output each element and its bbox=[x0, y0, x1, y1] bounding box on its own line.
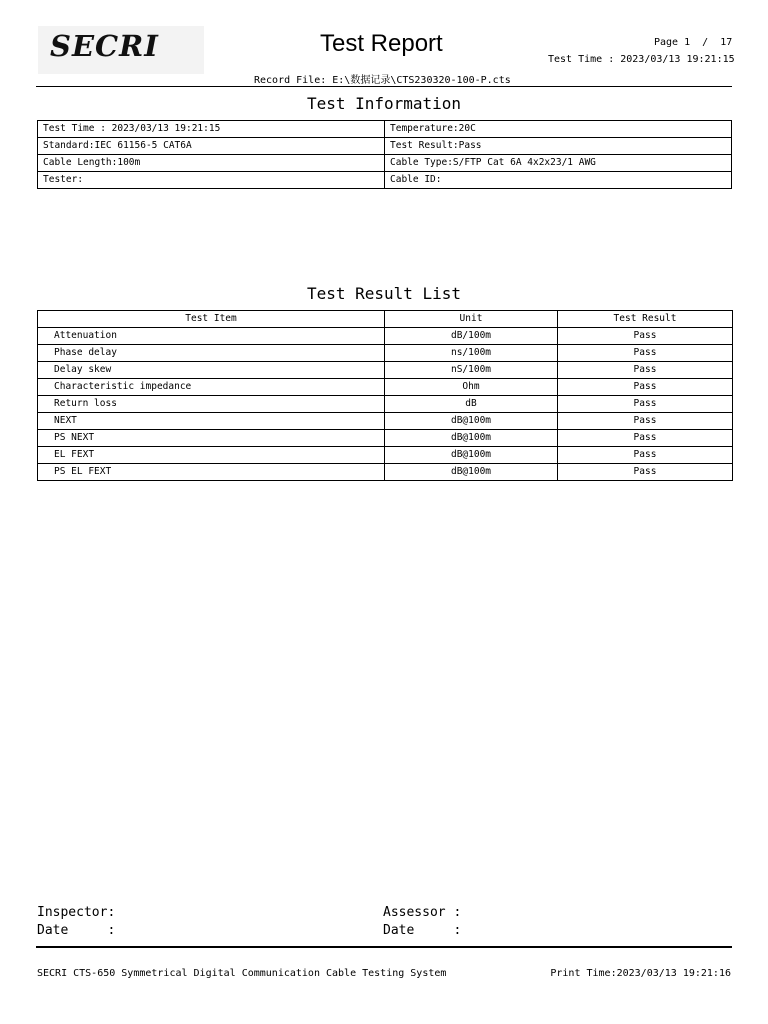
table-row bbox=[38, 413, 733, 430]
column-header-unit: Unit bbox=[385, 311, 558, 328]
test-item-cell: Delay skew bbox=[38, 362, 385, 379]
record-file: Record File: E:\数据记录\CTS230320-100-P.cts bbox=[254, 75, 511, 86]
assessor-date-label: Date : bbox=[383, 923, 462, 938]
test-result-cell: Pass bbox=[558, 464, 733, 481]
report-title: Test Report bbox=[320, 30, 443, 57]
unit-cell: dB@100m bbox=[385, 464, 558, 481]
test-result-cell: Pass bbox=[558, 345, 733, 362]
info-cell-left: Cable Length:100m bbox=[38, 155, 385, 172]
inspector-label: Inspector: bbox=[37, 905, 116, 920]
info-row bbox=[38, 138, 732, 155]
test-item-cell: Phase delay bbox=[38, 345, 385, 362]
table-row bbox=[38, 430, 733, 447]
info-row bbox=[38, 172, 732, 189]
table-row bbox=[38, 396, 733, 413]
test-result-cell: Pass bbox=[558, 379, 733, 396]
table-header-row bbox=[38, 311, 733, 328]
footer-print-time: Print Time:2023/03/13 19:21:16 bbox=[550, 968, 731, 979]
unit-cell: dB bbox=[385, 396, 558, 413]
footer-system-name: SECRI CTS-650 Symmetrical Digital Communication Cable Testing System bbox=[37, 968, 447, 979]
table-row bbox=[38, 464, 733, 481]
unit-cell: Ohm bbox=[385, 379, 558, 396]
test-result-list-title: Test Result List bbox=[306, 284, 462, 303]
test-information-table bbox=[37, 120, 732, 189]
test-item-cell: PS EL FEXT bbox=[38, 464, 385, 481]
test-result-cell: Pass bbox=[558, 447, 733, 464]
test-information-title: Test Information bbox=[306, 94, 462, 113]
header-divider bbox=[36, 86, 732, 87]
info-cell-right: Cable ID: bbox=[385, 172, 732, 189]
test-item-cell: EL FEXT bbox=[38, 447, 385, 464]
table-row bbox=[38, 362, 733, 379]
logo-text: SECRI bbox=[50, 29, 159, 63]
footer-divider bbox=[36, 946, 732, 948]
test-result-table bbox=[37, 310, 733, 481]
info-cell-left: Tester: bbox=[38, 172, 385, 189]
column-header-test-result: Test Result bbox=[558, 311, 733, 328]
info-cell-left: Standard:IEC 61156-5 CAT6A bbox=[38, 138, 385, 155]
table-row bbox=[38, 447, 733, 464]
test-item-cell: Return loss bbox=[38, 396, 385, 413]
info-cell-right: Cable Type:S/FTP Cat 6A 4x2x23/1 AWG bbox=[385, 155, 732, 172]
unit-cell: dB/100m bbox=[385, 328, 558, 345]
header-test-time: Test Time : 2023/03/13 19:21:15 bbox=[548, 54, 735, 65]
test-item-cell: Characteristic impedance bbox=[38, 379, 385, 396]
info-cell-right: Temperature:20C bbox=[385, 121, 732, 138]
table-row bbox=[38, 328, 733, 345]
test-result-cell: Pass bbox=[558, 362, 733, 379]
test-item-cell: Attenuation bbox=[38, 328, 385, 345]
page-number: Page 1 / 17 bbox=[654, 37, 733, 48]
inspector-date-label: Date : bbox=[37, 923, 116, 938]
info-row bbox=[38, 121, 732, 138]
info-cell-left: Test Time : 2023/03/13 19:21:15 bbox=[38, 121, 385, 138]
logo bbox=[38, 26, 204, 74]
info-cell-right: Test Result:Pass bbox=[385, 138, 732, 155]
test-item-cell: NEXT bbox=[38, 413, 385, 430]
table-row bbox=[38, 345, 733, 362]
column-header-test-item: Test Item bbox=[38, 311, 385, 328]
test-item-cell: PS NEXT bbox=[38, 430, 385, 447]
test-result-cell: Pass bbox=[558, 430, 733, 447]
unit-cell: dB@100m bbox=[385, 413, 558, 430]
test-result-cell: Pass bbox=[558, 396, 733, 413]
unit-cell: dB@100m bbox=[385, 430, 558, 447]
test-result-cell: Pass bbox=[558, 328, 733, 345]
info-row bbox=[38, 155, 732, 172]
assessor-label: Assessor : bbox=[383, 905, 462, 920]
unit-cell: nS/100m bbox=[385, 362, 558, 379]
unit-cell: dB@100m bbox=[385, 447, 558, 464]
table-row bbox=[38, 379, 733, 396]
unit-cell: ns/100m bbox=[385, 345, 558, 362]
test-result-cell: Pass bbox=[558, 413, 733, 430]
